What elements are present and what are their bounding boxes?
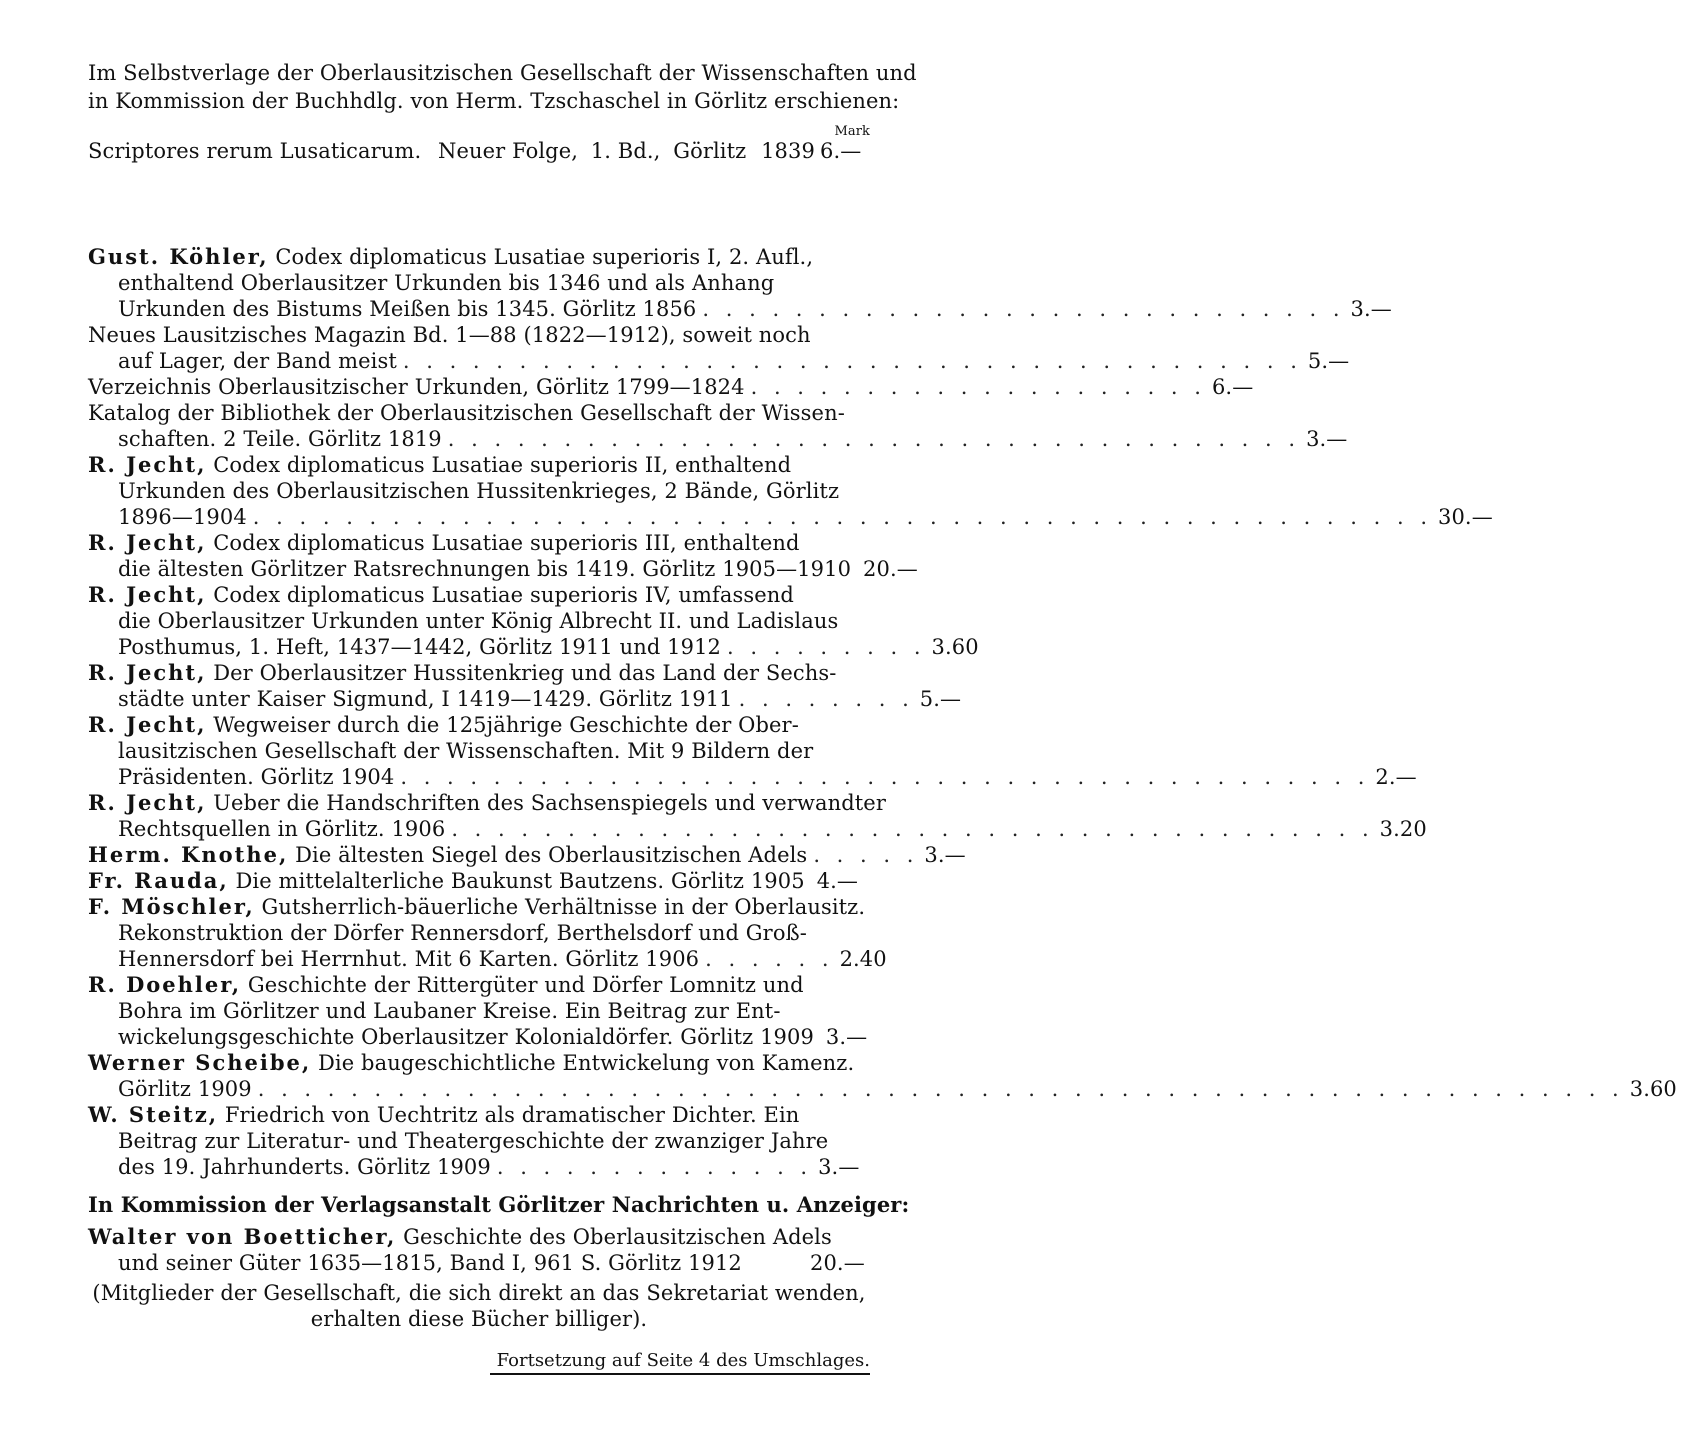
entry-text: Präsidenten. Görlitz 1904 <box>118 765 395 789</box>
intro-line-2: in Kommission der Buchhdlg. von Herm. Tzschaschel in Görlitz erschienen: <box>88 89 900 113</box>
entry-price: 3.— <box>825 1025 868 1049</box>
entry-text: Hennersdorf bei Herrnhut. Mit 6 Karten. Görlitz 1906 <box>118 947 700 971</box>
dot-leader: . . . . . . . . <box>738 687 914 711</box>
entry-author: Gust. Köhler, <box>88 244 269 269</box>
entry-koehler <box>88 244 870 270</box>
entry-line: enthaltend Oberlausitzer Urkunden bis 1346 und als Anhang <box>118 271 775 295</box>
entry-text: Ueber die Handschriften des Sachsenspiegels und verwandter <box>213 791 886 815</box>
dot-leader: . . . . . . . . . . . . . . . . . . . . . . . . . . . . . . . . . . . . . . . . . . . . . . . . . . . <box>252 505 1433 529</box>
scriptores-title: Scriptores rerum Lusaticarum. <box>88 139 422 163</box>
entry-price: 2.— <box>1375 765 1417 789</box>
dot-leader: . . . . . . <box>705 947 834 971</box>
entry-text: wickelungsgeschichte Oberlausitzer Kolonialdörfer. Görlitz 1909 <box>118 1025 814 1049</box>
entry-price: 6.— <box>1211 375 1254 399</box>
entry-price: 20.— <box>863 557 918 581</box>
entry-price: 30.— <box>1438 505 1493 529</box>
entry-text: schaften. 2 Teile. Görlitz 1819 <box>118 427 442 451</box>
entry-price: 3.— <box>1306 427 1348 451</box>
members-note-line-1: (Mitglieder der Gesellschaft, die sich direkt an das Sekretariat wenden, <box>92 1281 866 1305</box>
entry-author: Herm. Knothe, <box>88 842 289 867</box>
dot-leader: . . . . . . . . . <box>727 635 926 659</box>
dot-leader: . . . . . . . . . . . . . . . . . . . . . . . . . . . . . . . . . . . . . . . . . . <box>400 765 1370 789</box>
entry-line: Beitrag zur Literatur- und Theatergeschichte der zwanziger Jahre <box>118 1129 829 1153</box>
entry-line: lausitzischen Gesellschaft der Wissenschaften. Mit 9 Bildern der <box>118 739 814 763</box>
entry-line <box>118 634 979 660</box>
entry-magazin: Neues Lausitzisches Magazin Bd. 1—88 (1822—1912), soweit noch <box>88 323 811 347</box>
entry-line <box>118 1154 870 1180</box>
entry-text: Urkunden des Bistums Meißen bis 1345. Görlitz 1856 <box>118 297 697 321</box>
entry-text: 1896—1904 <box>118 505 247 529</box>
entry-line <box>118 816 1427 842</box>
dot-leader: . . . . . . . . . . . . . . . . . . . . . . . . . . . . . . . . . . . . . . . . . . . . . . . . . . . . . . . . . . . <box>257 1077 1624 1101</box>
entry-text: Die ältesten Siegel des Oberlausitzischen Adels <box>295 843 808 867</box>
entry-line <box>118 556 918 582</box>
entry-text: Gutsherrlich-bäuerliche Verhältnisse in der Oberlausitz. <box>261 895 866 919</box>
entry-text: städte unter Kaiser Sigmund, I 1419—1429. Görlitz 1911 <box>118 687 733 711</box>
entry-price: 3.— <box>924 843 966 867</box>
dot-leader: . . . . . <box>813 843 919 867</box>
entry-text: Friedrich von Uechtritz als dramatischer Dichter. Ein <box>224 1103 800 1127</box>
entry-line <box>118 426 1348 452</box>
entry-price: 4.— <box>816 869 859 893</box>
intro-line-1: Im Selbstverlage der Oberlausitzischen Gesellschaft der Wissenschaften und <box>88 61 917 85</box>
dot-leader: . . . . . . . . . . . . . . . . . . . . . . . . . . . . . . . . . . . . . . . . <box>451 817 1374 841</box>
dot-leader: . . . . . . . . . . . . . . . . . . . . <box>750 375 1206 399</box>
entry-author: R. Jecht, <box>88 582 207 607</box>
entry-jecht-huss <box>88 660 870 686</box>
entry-text: Wegweiser durch die 125jährige Geschichte der Ober- <box>213 713 799 737</box>
entry-moeschler <box>88 894 870 920</box>
entry-text: des 19. Jahrhunderts. Görlitz 1909 <box>118 1155 491 1179</box>
entry-knothe <box>88 842 966 868</box>
entry-price: 5.— <box>919 687 962 711</box>
entry-text: Görlitz 1909 <box>118 1077 252 1101</box>
entry-doehler <box>88 972 870 998</box>
entry-line <box>118 296 1392 322</box>
entry-katalog: Katalog der Bibliothek der Oberlausitzischen Gesellschaft der Wissen- <box>88 401 845 425</box>
entry-author: R. Jecht, <box>88 712 207 737</box>
entry-author: R. Doehler, <box>88 972 242 997</box>
entry-line <box>118 348 1350 374</box>
dot-leader: . . . . . . . . . . . . . . . . . . . . . . . . . . . . . . . . . . . . . . . <box>402 349 1302 373</box>
entry-author: R. Jecht, <box>88 530 207 555</box>
entry-text: auf Lager, der Band meist <box>118 349 397 373</box>
members-note-line-2: erhalten diese Bücher billiger). <box>310 1307 648 1331</box>
entry-steitz <box>88 1102 870 1128</box>
entry-author: W. Steitz, <box>88 1102 219 1127</box>
entry-text: und seiner Güter 1635—1815, Band I, 961 S. Görlitz 1912 <box>118 1251 742 1275</box>
dot-leader: . . . . . . . . . . . . . . <box>496 1155 813 1179</box>
entry-text: Posthumus, 1. Heft, 1437—1442, Görlitz 1911 und 1912 <box>118 635 722 659</box>
scriptores-series: Neuer Folge, <box>438 139 579 163</box>
entry-jecht-iv <box>88 582 870 608</box>
entry-price: 3.20 <box>1379 817 1427 841</box>
entry-verzeichnis <box>88 374 1254 400</box>
entry-text: Geschichte der Rittergüter und Dörfer Lomnitz und <box>247 973 804 997</box>
entry-boetticher <box>88 1224 870 1250</box>
entry-heading <box>88 842 807 868</box>
entry-price: 3.— <box>1350 297 1392 321</box>
entry-line <box>118 504 1493 530</box>
entry-price: 3.60 <box>1629 1077 1677 1101</box>
scriptores-place: Görlitz <box>673 139 747 163</box>
entry-author: F. Möschler, <box>88 894 255 919</box>
entry-line: Rekonstruktion der Dörfer Rennersdorf, Berthelsdorf und Groß- <box>118 921 807 945</box>
entry-author: R. Jecht, <box>88 790 207 815</box>
entry-text: Codex diplomaticus Lusatiae superioris IV, umfassend <box>213 583 794 607</box>
entry-line <box>118 764 1417 790</box>
entry-text: Verzeichnis Oberlausitzischer Urkunden, Görlitz 1799—1824 <box>88 375 745 399</box>
entry-text: Rechtsquellen in Görlitz. 1906 <box>118 817 446 841</box>
entry-text: Die mittelalterliche Baukunst Bautzens. Görlitz 1905 <box>235 869 805 893</box>
entry-jecht-hand <box>88 790 886 816</box>
entry-jecht-weg <box>88 712 870 738</box>
scriptores-year-1: 1839 <box>761 139 815 163</box>
entry-line: Urkunden des Oberlausitzischen Hussitenkrieges, 2 Bände, Görlitz <box>118 479 840 503</box>
dot-leader: . . . . . . . . . . . . . . . . . . . . . . . . . . . . . . . . . . . . . <box>447 427 1301 451</box>
commission-heading: In Kommission der Verlagsanstalt Görlitzer Nachrichten u. Anzeiger: <box>88 1192 910 1217</box>
entry-text: die ältesten Görlitzer Ratsrechnungen bis 1419. Görlitz 1905—1910 <box>118 557 852 581</box>
entry-price: 3.— <box>818 1155 860 1179</box>
scriptores-price-1: 6.— <box>820 139 862 163</box>
entry-line: Bohra im Görlitzer und Laubaner Kreise. Ein Beitrag zur Ent- <box>118 999 781 1023</box>
entry-line <box>118 1250 870 1276</box>
entry-line <box>118 1024 870 1050</box>
entry-text: Geschichte des Oberlausitzischen Adels <box>403 1225 832 1249</box>
dot-leader: . . . . . . . . . . . . . . . . . . . . . . . . . . . . <box>702 297 1345 321</box>
continuation-note: Fortsetzung auf Seite 4 des Umschlages. <box>490 1350 870 1375</box>
entry-jecht-iii <box>88 530 870 556</box>
entry-text: Codex diplomaticus Lusatiae superioris I, 2. Aufl., <box>275 245 814 269</box>
entry-author: Walter von Boetticher, <box>88 1224 397 1249</box>
entry-line: die Oberlausitzer Urkunden unter König Albrecht II. und Ladislaus <box>118 609 839 633</box>
scriptores-row-1 <box>88 138 870 164</box>
entry-line <box>118 686 962 712</box>
currency-label: Mark <box>834 124 870 139</box>
entry-author: Fr. Rauda, <box>88 868 229 893</box>
entry-line <box>118 946 887 972</box>
entry-jecht-ii <box>88 452 870 478</box>
entry-author: R. Jecht, <box>88 452 207 477</box>
entry-text: Die baugeschichtliche Entwickelung von Kamenz. <box>318 1051 855 1075</box>
entry-author: R. Jecht, <box>88 660 207 685</box>
entry-price: 2.40 <box>839 947 887 971</box>
entry-price: 5.— <box>1307 349 1350 373</box>
entry-text: Der Oberlausitzer Hussitenkrieg und das Land der Sechs- <box>213 661 837 685</box>
scriptores-vol-1: 1. Bd., <box>590 139 661 163</box>
entry-heading <box>88 868 805 894</box>
entry-scheibe <box>88 1050 870 1076</box>
entry-price: 3.60 <box>931 635 979 659</box>
entry-text: Codex diplomaticus Lusatiae superioris II, enthaltend <box>213 453 792 477</box>
entry-price: 20.— <box>810 1251 865 1275</box>
entry-text: Codex diplomaticus Lusatiae superioris III, enthaltend <box>213 531 800 555</box>
entry-line <box>118 1076 1677 1102</box>
entry-rauda <box>88 868 870 894</box>
entry-author: Werner Scheibe, <box>88 1050 312 1075</box>
